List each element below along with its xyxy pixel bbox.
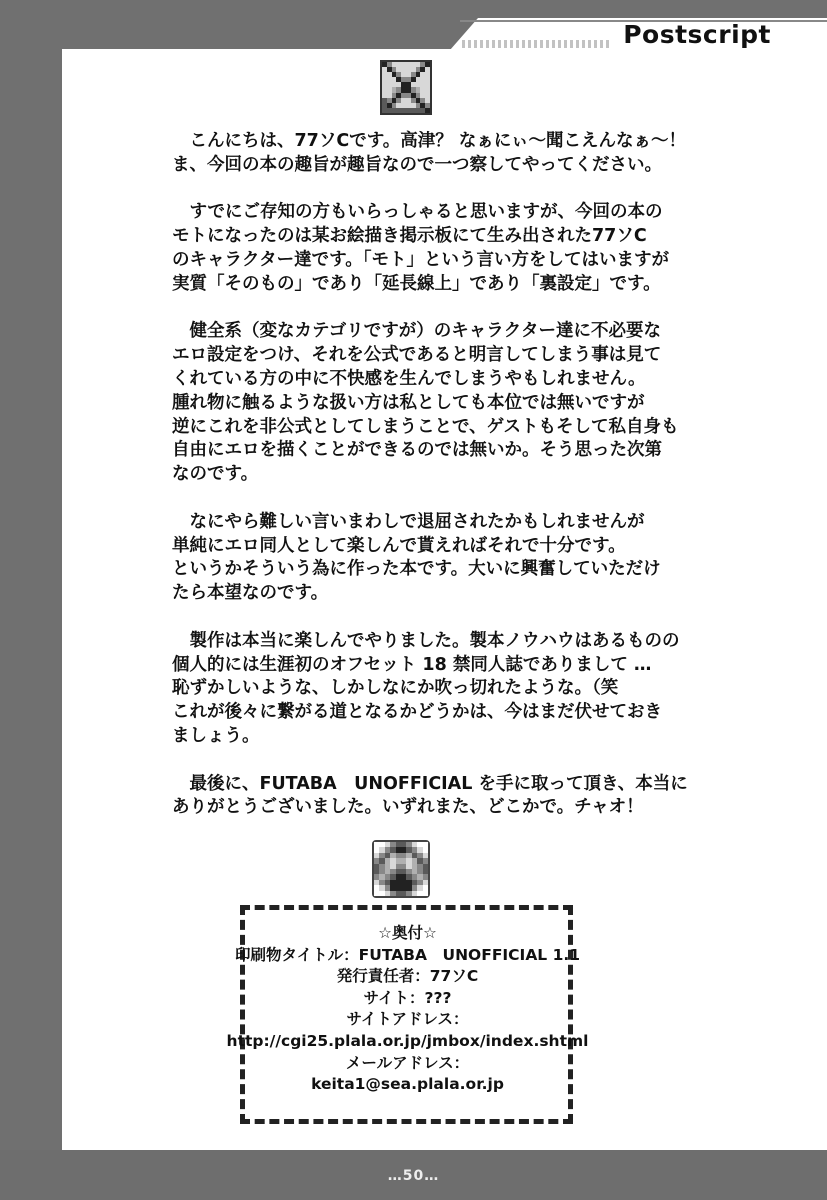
body-line: というかそういう為に作った本です。大いに興奮していただけ <box>172 559 661 580</box>
body-line: これが後々に繋がる道となるかどうかは、今はまだ伏せておき <box>172 702 662 723</box>
colophon-line: サイト：??? <box>363 988 452 1007</box>
colophon-line: メールアドレス： <box>345 1053 470 1072</box>
body-line: 恥ずかしいような、しかしなにか吹っ切れたような。（笑 <box>172 678 619 699</box>
mosaic-tile <box>425 108 430 113</box>
page-number: …50… <box>387 1168 440 1184</box>
body-line: 単純にエロ同人として楽しんで貰えればそれで十分です。 <box>172 535 626 556</box>
body-line: 実質「そのもの」であり「延長線上」であり「裏設定」です。 <box>172 273 661 294</box>
body-line: ましょう。 <box>172 725 260 746</box>
body-paragraph <box>172 630 680 749</box>
colophon-line: keita1@sea.plala.or.jp <box>311 1075 504 1094</box>
body-line: 自由にエロを描くことができるのでは無いか。そう思った次第 <box>172 440 662 461</box>
page-title: Postscript <box>623 20 771 49</box>
postscript-body <box>172 130 688 844</box>
body-paragraph <box>172 320 679 487</box>
body-paragraph <box>172 201 670 296</box>
header-stripes <box>462 40 612 48</box>
colophon-line: 印刷物タイトル：FUTABA UNOFFICIAL 1.1 <box>234 945 581 964</box>
body-line: 製作は本当に楽しんでやりました。製本ノウハウはあるものの <box>172 630 680 651</box>
body-line: くれている方の中に不快感を生んでしまうやもしれません。 <box>172 368 646 389</box>
body-line: のキャラクター達です。「モト」という言い方をしてはいますが <box>172 249 669 270</box>
body-line: ありがとうございました。いずれまた、どこかで。チャオ！ <box>172 797 644 818</box>
body-line: 逆にこれを非公式としてしまうことで、ゲストもそして私自身も <box>172 416 679 437</box>
body-line: なにやら難しい言いまわしで退屈されたかもしれませんが <box>172 511 645 532</box>
body-paragraph <box>172 511 670 606</box>
body-line: すでにご存知の方もいらっしゃると思いますが、今回の本の <box>172 202 663 223</box>
body-line: こんにちは、77ソCです。高津？ なぁにぃ～聞こえんなぁ～！ <box>172 131 687 151</box>
body-line: エロ設定をつけ、それを公式であると明言してしまう事は見て <box>172 345 662 366</box>
body-line: 個人的には生涯初のオフセット 18 禁同人誌でありまして … <box>172 654 652 675</box>
colophon-text <box>0 923 827 1096</box>
body-line: たら本望なのです。 <box>172 583 329 604</box>
body-line: なのです。 <box>172 464 259 485</box>
body-paragraph <box>172 130 687 178</box>
body-line: ま、今回の本の趣旨が趣旨なので一つ察してやってください。 <box>172 154 662 175</box>
body-line: モトになったのは某お絵描き掲示板にて生み出された77ソC <box>172 226 647 247</box>
colophon-line: http://cgi25.plala.or.jp/jmbox/index.shtml <box>226 1031 589 1050</box>
colophon-line: 発行責任者：77ソC <box>336 967 479 986</box>
censored-mosaic-avatar-icon <box>372 840 430 898</box>
colophon-line: サイトアドレス： <box>346 1010 469 1029</box>
body-line: 健全系（変なカテゴリですが）のキャラクター達に不必要な <box>172 321 661 342</box>
body-paragraph <box>172 773 688 821</box>
mosaic-tile <box>423 891 428 896</box>
body-line: 腫れ物に触るような扱い方は私としても本位では無いですが <box>172 392 645 413</box>
censored-mosaic-icon <box>380 60 432 115</box>
body-line: 最後に、FUTABA UNOFFICIAL を手に取って頂き、本当に <box>172 773 688 794</box>
colophon-heading: ☆奥付☆ <box>378 924 437 942</box>
